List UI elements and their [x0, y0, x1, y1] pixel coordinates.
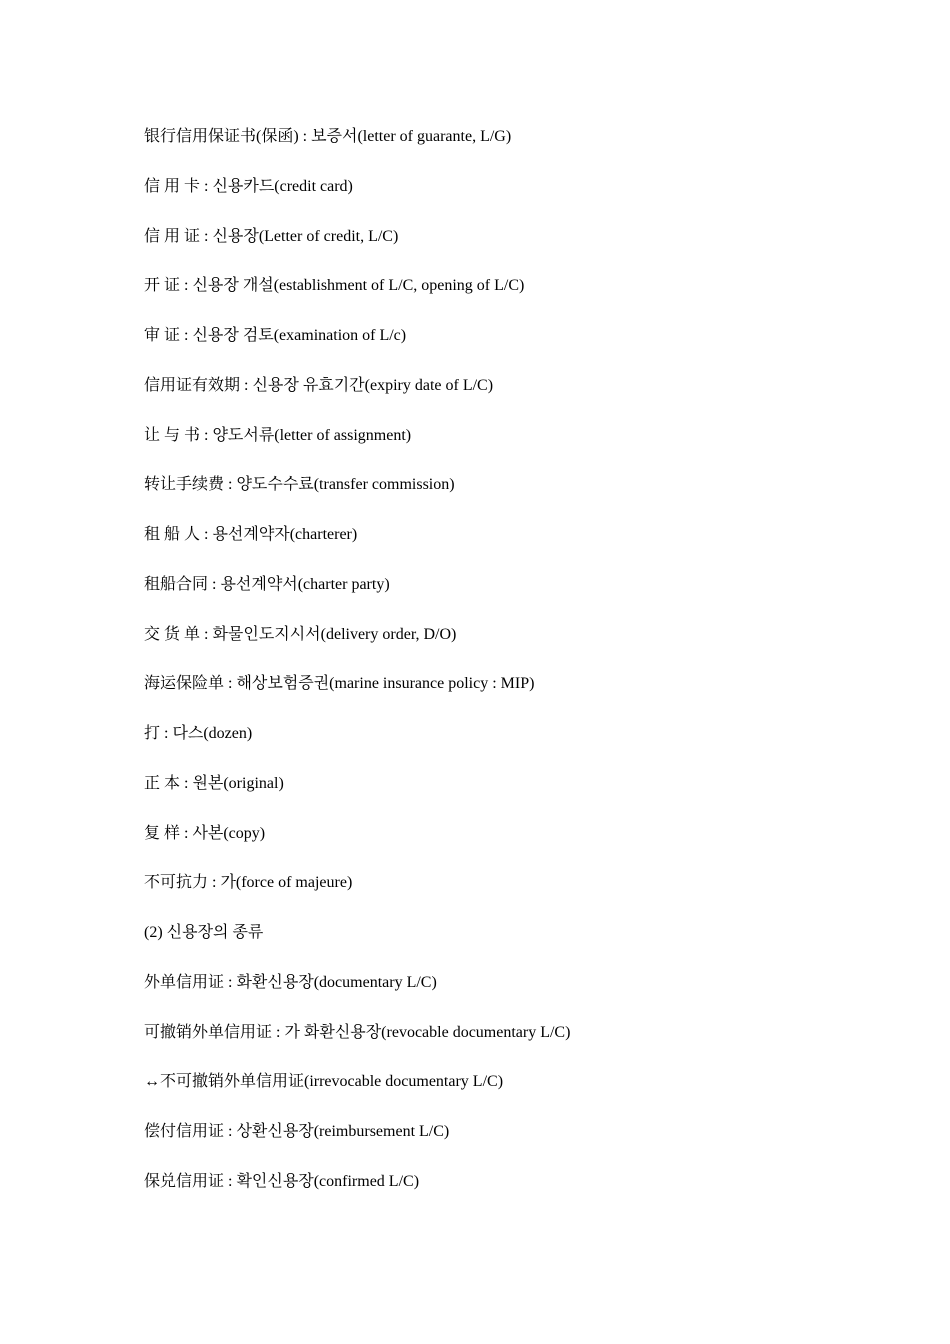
glossary-line	[144, 472, 864, 522]
glossary-text: 可撤销外单信用证 : 가 화환신용장(revocable documentary L/C)	[144, 1023, 571, 1041]
glossary-line	[144, 124, 864, 174]
glossary-text: 信 用 卡 : 신용카드(credit card)	[144, 177, 353, 195]
glossary-line	[144, 721, 864, 771]
glossary-line	[144, 1020, 864, 1070]
glossary-line	[144, 323, 864, 373]
glossary-line	[144, 970, 864, 1020]
glossary-line	[144, 1069, 864, 1119]
glossary-line	[144, 671, 864, 721]
glossary-text: 银行信用保证书(保函) : 보증서(letter of guarante, L/G)	[144, 128, 512, 145]
glossary-list	[144, 124, 864, 1219]
section-heading-text: (2) 신용장의 종류	[144, 924, 264, 941]
glossary-line	[144, 771, 864, 821]
glossary-text: ↔不可撤销外单信用证(irrevocable documentary L/C)	[144, 1073, 504, 1091]
glossary-line	[144, 423, 864, 473]
glossary-text: 偿付信用证 : 상환신용장(reimbursement L/C)	[144, 1123, 450, 1140]
glossary-text: 复 样 : 사본(copy)	[144, 824, 266, 842]
glossary-text: 信用证有效期 : 신용장 유효기간(expiry date of L/C)	[144, 376, 494, 394]
glossary-text: 交 货 单 : 화물인도지시서(delivery order, D/O)	[144, 625, 457, 643]
glossary-text: 转让手续费 : 양도수수료(transfer commission)	[144, 476, 455, 494]
glossary-text: 保兑信用证 : 확인신용장(confirmed L/C)	[144, 1172, 420, 1190]
glossary-line	[144, 273, 864, 323]
glossary-line	[144, 821, 864, 871]
glossary-text: 开 证 : 신용장 개설(establishment of L/C, opening of L/C)	[144, 277, 525, 295]
glossary-line	[144, 622, 864, 672]
glossary-line	[144, 174, 864, 224]
glossary-text: 审 证 : 신용장 검토(examination of L/c)	[144, 327, 407, 344]
glossary-text: 租 船 人 : 용선계약자(charterer)	[144, 526, 358, 543]
section-heading	[144, 920, 864, 970]
glossary-text: 海运保险单 : 해상보험증권(marine insurance policy : MIP)	[144, 675, 535, 693]
glossary-line	[144, 373, 864, 423]
glossary-text: 外单信用证 : 화환신용장(documentary L/C)	[144, 973, 437, 991]
glossary-text: 不可抗力 : 가(force of majeure)	[144, 874, 353, 892]
glossary-line	[144, 522, 864, 572]
glossary-text: 让 与 书 : 양도서류(letter of assignment)	[144, 426, 412, 444]
glossary-line	[144, 1169, 864, 1219]
glossary-line	[144, 224, 864, 274]
glossary-text: 信 用 证 : 신용장(Letter of credit, L/C)	[144, 227, 399, 245]
glossary-line	[144, 572, 864, 622]
glossary-text: 正 本 : 원본(original)	[144, 774, 284, 792]
glossary-line	[144, 870, 864, 920]
glossary-line	[144, 1119, 864, 1169]
glossary-text: 租船合同 : 용선계약서(charter party)	[144, 575, 390, 593]
glossary-text: 打 : 다스(dozen)	[144, 725, 253, 742]
